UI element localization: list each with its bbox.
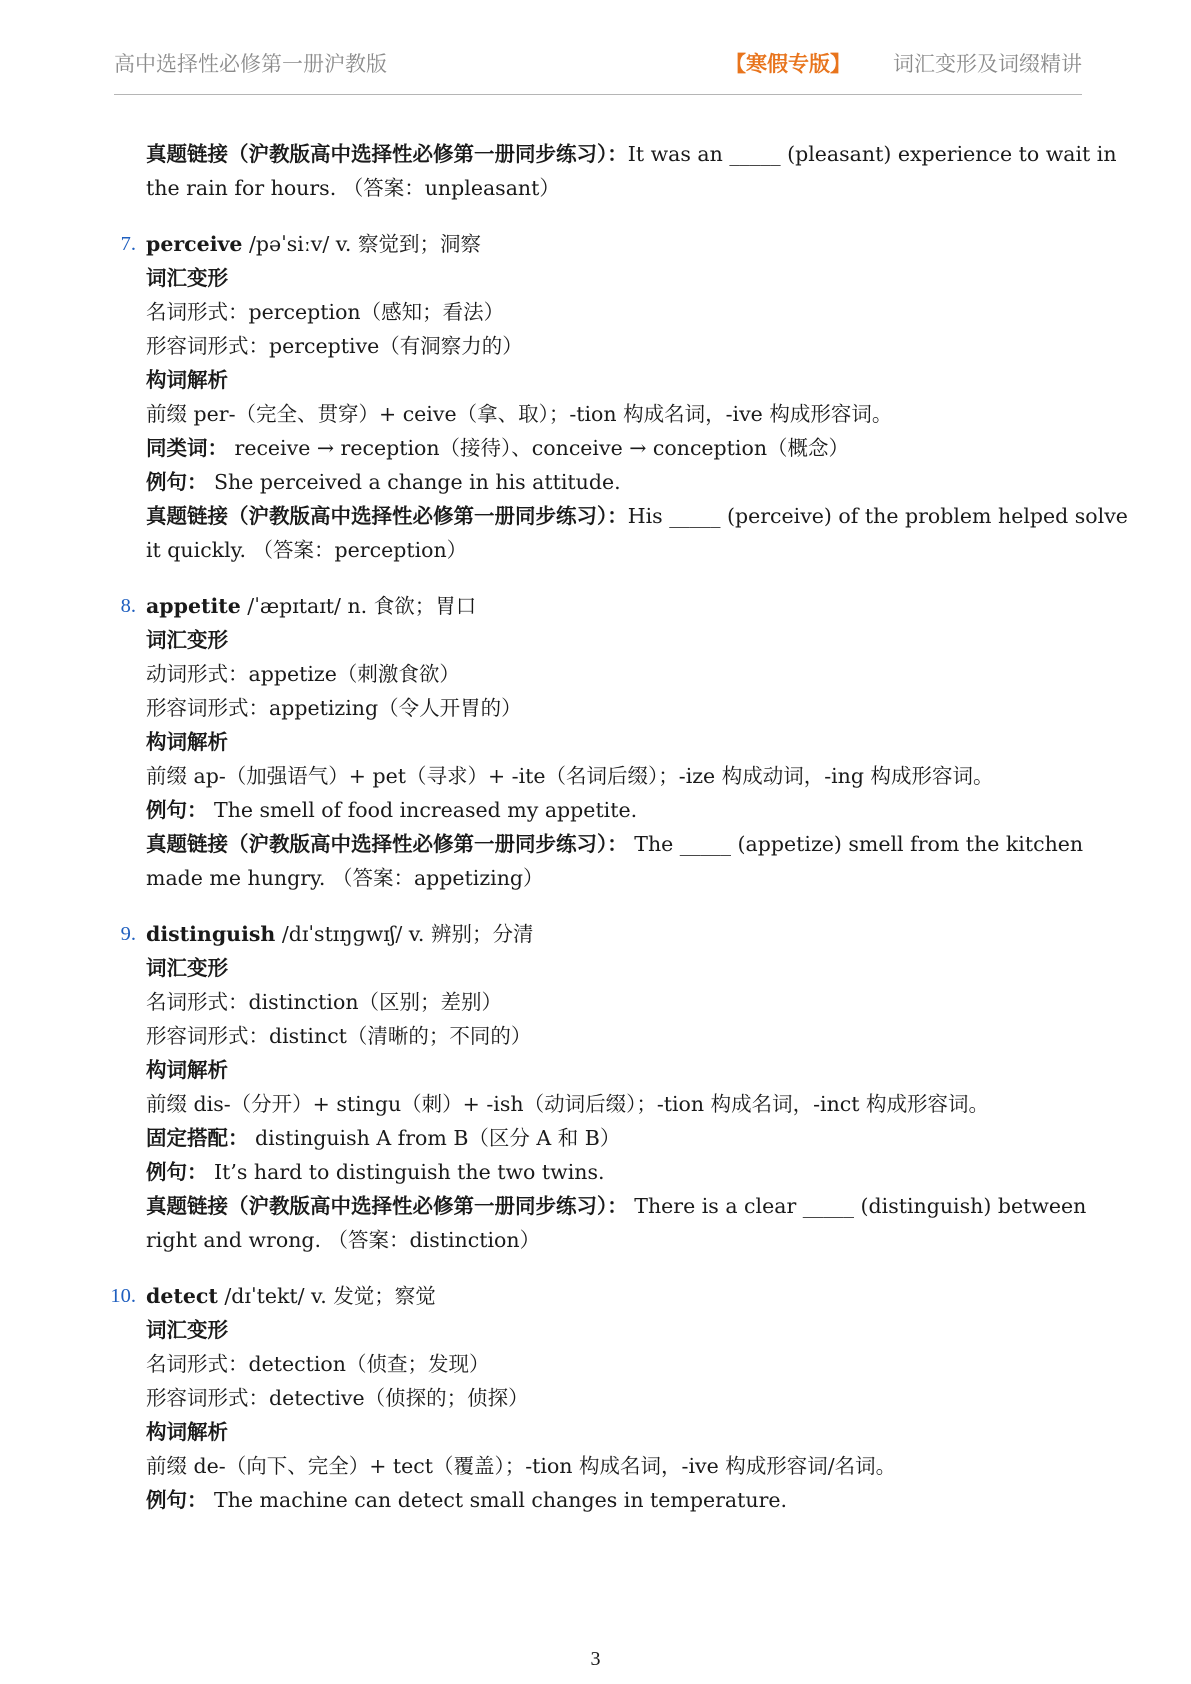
example-sentence <box>146 1154 1082 1190</box>
example-text: It’s hard to distinguish the two twins. <box>207 1160 605 1184</box>
example-label: 例句： <box>146 798 208 822</box>
example-label: 例句： <box>146 1160 208 1184</box>
form-adjective: 形容词形式：detective（侦探的；侦探） <box>146 1386 529 1410</box>
exam-link-continuation: it quickly. （答案：perception） <box>146 538 468 562</box>
section-heading-analysis: 构词解析 <box>146 1420 228 1444</box>
exam-link-continuation: made me hungry. （答案：appetizing） <box>146 866 544 890</box>
example-text: She perceived a change in his attitude. <box>207 470 621 494</box>
word-analysis: 前缀 per-（完全、贯穿）+ ceive（拿、取）；-tion 构成名词，-ive 构成形容词。 <box>146 402 893 426</box>
exam-link-line <box>146 1188 1087 1224</box>
example-label: 例句： <box>146 470 208 494</box>
form-adjective: 形容词形式：appetizing（令人开胃的） <box>146 696 522 720</box>
fixed-collocation-label: 固定搭配： <box>146 1126 249 1150</box>
entry-headword-line <box>146 1278 1082 1314</box>
page-header <box>114 42 1082 82</box>
exam-link-continuation: right and wrong. （答案：distinction） <box>146 1228 541 1252</box>
form-noun: 名词形式：distinction（区别；差别） <box>146 990 503 1014</box>
related-words-label: 同类词： <box>146 436 228 460</box>
exam-link-continuation: the rain for hours. （答案：unpleasant） <box>146 176 560 200</box>
entry-number: 8. <box>120 595 136 617</box>
page-number: 3 <box>590 1648 601 1670</box>
header-section-title: 词汇变形及词缀精讲 <box>893 52 1082 76</box>
exam-link-text: It was an _____ (pleasant) experience to wait in <box>627 142 1117 166</box>
exam-link-label: 真题链接（沪教版高中选择性必修第一册同步练习）： <box>146 832 628 856</box>
entry-number: 10. <box>110 1285 136 1307</box>
entry-number: 9. <box>120 923 136 945</box>
entry-number: 7. <box>120 233 136 255</box>
example-sentence <box>146 464 1082 500</box>
header-book-title: 高中选择性必修第一册沪教版 <box>114 52 387 76</box>
word-analysis: 前缀 ap-（加强语气）+ pet（寻求）+ -ite（名词后缀）；-ize 构成动词，-ing 构成形容词。 <box>146 764 994 788</box>
example-sentence <box>146 792 1082 828</box>
headword-pronunciation-meaning: /pəˈsiːv/ v. 察觉到；洞察 <box>248 232 481 256</box>
headword: appetite <box>146 594 241 618</box>
example-text: The smell of food increased my appetite. <box>207 798 638 822</box>
section-heading-analysis: 构词解析 <box>146 368 228 392</box>
example-sentence <box>146 1482 1082 1518</box>
entry-headword-line <box>146 916 1082 952</box>
exam-link-label: 真题链接（沪教版高中选择性必修第一册同步练习）： <box>146 504 628 528</box>
section-heading-analysis: 构词解析 <box>146 1058 228 1082</box>
section-heading-forms: 词汇变形 <box>146 266 228 290</box>
form-adjective: 形容词形式：distinct（清晰的；不同的） <box>146 1024 532 1048</box>
headword: detect <box>146 1284 218 1308</box>
section-heading-analysis: 构词解析 <box>146 730 228 754</box>
headword-pronunciation-meaning: /dɪˈtekt/ v. 发觉；察觉 <box>224 1284 436 1308</box>
exam-link-label: 真题链接（沪教版高中选择性必修第一册同步练习）： <box>146 1194 628 1218</box>
section-heading-forms: 词汇变形 <box>146 956 228 980</box>
fixed-collocation-text: distinguish A from B（区分 A 和 B） <box>248 1126 621 1150</box>
example-text: The machine can detect small changes in temperature. <box>207 1488 788 1512</box>
exam-link-text: There is a clear _____ (distinguish) between <box>627 1194 1087 1218</box>
form-noun: 名词形式：detection（侦查；发现） <box>146 1352 490 1376</box>
headword-pronunciation-meaning: /ˈæpɪtaɪt/ n. 食欲；胃口 <box>247 594 477 618</box>
exam-link-text: The _____ (appetize) smell from the kitchen <box>627 832 1084 856</box>
exam-link-line <box>146 498 1128 534</box>
related-words <box>146 430 1082 466</box>
entry-headword-line <box>146 226 1082 262</box>
example-label: 例句： <box>146 1488 208 1512</box>
fixed-collocation <box>146 1120 1082 1156</box>
exam-link-label: 真题链接（沪教版高中选择性必修第一册同步练习）： <box>146 142 628 166</box>
exam-link-line <box>146 826 1082 862</box>
form-noun: 名词形式：perception（感知；看法） <box>146 300 505 324</box>
form-verb: 动词形式：appetize（刺激食欲） <box>146 662 460 686</box>
entry-headword-line <box>146 588 1082 624</box>
headword-pronunciation-meaning: /dɪˈstɪŋɡwɪʃ/ v. 辨别；分清 <box>281 922 534 946</box>
word-analysis: 前缀 dis-（分开）+ stingu（刺）+ -ish（动词后缀）；-tion 构成名词，-inct 构成形容词。 <box>146 1092 990 1116</box>
related-words-text: receive → reception（接待）、conceive → conception（概念） <box>228 436 850 460</box>
word-analysis: 前缀 de-（向下、完全）+ tect（覆盖）；-tion 构成名词，-ive 构成形容词/名词。 <box>146 1454 897 1478</box>
headword: perceive <box>146 232 243 256</box>
exam-link-line <box>146 136 1117 172</box>
section-heading-forms: 词汇变形 <box>146 628 228 652</box>
section-heading-forms: 词汇变形 <box>146 1318 228 1342</box>
headword: distinguish <box>146 922 276 946</box>
form-adjective: 形容词形式：perceptive（有洞察力的） <box>146 334 523 358</box>
header-edition-tag: 【寒假专版】 <box>725 51 851 76</box>
header-divider <box>114 94 1082 95</box>
exam-link-text: His _____ (perceive) of the problem helped solve <box>627 504 1128 528</box>
